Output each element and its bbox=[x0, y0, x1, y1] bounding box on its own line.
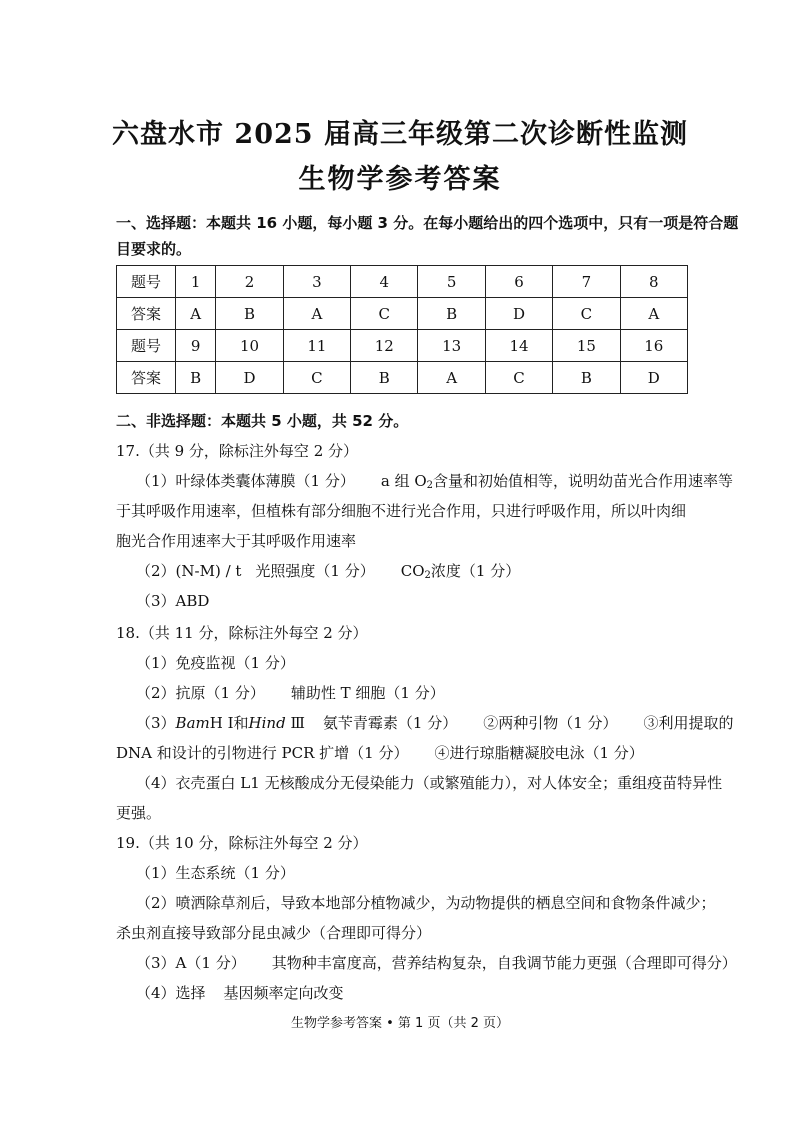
table-cell: C bbox=[351, 298, 418, 330]
q18-p3-c: ②两种引物（1 分） bbox=[483, 714, 618, 732]
q18-part4-line2: 更强。 bbox=[116, 804, 162, 822]
table-cell: A bbox=[620, 298, 687, 330]
q17-p2-d: 浓度（1 分） bbox=[430, 562, 521, 580]
table-cell: 题号 bbox=[117, 330, 176, 362]
table-row bbox=[117, 362, 688, 394]
answer-table bbox=[116, 265, 688, 394]
q18-p3-line2-b: ④进行琼脂糖凝胶电泳（1 分） bbox=[434, 744, 644, 762]
q18-header: 18.（共 11 分，除标注外每空 2 分） bbox=[116, 624, 368, 642]
table-row bbox=[117, 330, 688, 362]
q19-part3 bbox=[136, 952, 737, 973]
q17-part1-line3: 胞光合作用速率大于其呼吸作用速率 bbox=[116, 532, 357, 550]
table-cell: 16 bbox=[620, 330, 687, 362]
table-cell: 题号 bbox=[117, 266, 176, 298]
table-cell: 6 bbox=[485, 266, 552, 298]
table-cell: 9 bbox=[176, 330, 216, 362]
q18-p3-bam: Bam bbox=[175, 714, 210, 732]
q17-p1-sub: 2 bbox=[426, 480, 434, 491]
q19-part2-line2: 杀虫剂直接导致部分昆虫减少（合理即可得分） bbox=[116, 924, 432, 942]
q17-p2-sub: 2 bbox=[424, 570, 431, 581]
q19-part4 bbox=[136, 982, 344, 1003]
q18-p3-hind-rest: Ⅲ bbox=[285, 714, 305, 732]
table-cell: A bbox=[283, 298, 350, 330]
q17-part3: （3）ABD bbox=[136, 592, 210, 610]
q17-p2-b: 光照强度（1 分） bbox=[255, 562, 375, 580]
q17-part1 bbox=[136, 470, 733, 491]
table-cell: 10 bbox=[216, 330, 283, 362]
table-cell: 8 bbox=[620, 266, 687, 298]
q18-p3-d: ③利用提取的 bbox=[643, 714, 734, 732]
table-cell: B bbox=[553, 362, 620, 394]
q17-header: 17.（共 9 分，除标注外每空 2 分） bbox=[116, 442, 359, 460]
section1-heading-cont: 目要求的。 bbox=[116, 240, 192, 258]
table-cell: B bbox=[176, 362, 216, 394]
q17-p1-c: 含量和初始值相等，说明幼苗光合作用速率等 bbox=[433, 472, 734, 490]
q17-p2-c: CO bbox=[400, 562, 425, 580]
section1-heading: 一、选择题：本题共 16 小题，每小题 3 分。在每小题给出的四个选项中，只有一项是符合题 bbox=[116, 214, 739, 232]
table-cell: 12 bbox=[351, 330, 418, 362]
table-cell: 11 bbox=[283, 330, 350, 362]
q19-header: 19.（共 10 分，除标注外每空 2 分） bbox=[116, 834, 368, 852]
q18-part1: （1）免疫监视（1 分） bbox=[136, 654, 295, 672]
table-cell: 15 bbox=[553, 330, 620, 362]
table-cell: C bbox=[485, 362, 552, 394]
table-cell: A bbox=[176, 298, 216, 330]
q18-p3-prefix: （3） bbox=[136, 714, 176, 732]
table-cell: 1 bbox=[176, 266, 216, 298]
q18-part3 bbox=[136, 712, 734, 733]
q18-p3-line2-a: DNA 和设计的引物进行 PCR 扩增（1 分） bbox=[116, 744, 409, 762]
q17-p1-a: （1）叶绿体类囊体薄膜（1 分） bbox=[136, 472, 355, 490]
page-footer: 生物学参考答案 • 第 1 页（共 2 页） bbox=[290, 1016, 509, 1031]
q19-p3-b: 其物种丰富度高，营养结构复杂，自我调节能力更强（合理即可得分） bbox=[271, 954, 737, 972]
q18-part2 bbox=[136, 682, 445, 703]
q18-p2-a: （2）抗原（1 分） bbox=[136, 684, 265, 702]
document-title: 六盘水市 2025 届高三年级第二次诊断性监测 bbox=[112, 119, 688, 150]
q19-part1: （1）生态系统（1 分） bbox=[136, 864, 295, 882]
section2-heading: 二、非选择题：本题共 5 小题，共 52 分。 bbox=[116, 412, 409, 430]
q18-p3-b: 氨苄青霉素（1 分） bbox=[322, 714, 458, 732]
q17-part1-line2: 于其呼吸作用速率，但植株有部分细胞不进行光合作用，只进行呼吸作用，所以叶肉细 bbox=[116, 502, 687, 520]
table-cell: 答案 bbox=[117, 362, 176, 394]
q17-p2-a: （2）(N-M) / t bbox=[136, 562, 242, 580]
table-cell: 2 bbox=[216, 266, 283, 298]
table-cell: D bbox=[485, 298, 552, 330]
table-cell: B bbox=[351, 362, 418, 394]
table-cell: C bbox=[553, 298, 620, 330]
table-cell: A bbox=[418, 362, 485, 394]
q19-p4-a: （4）选择 bbox=[136, 984, 206, 1002]
table-cell: 3 bbox=[283, 266, 350, 298]
table-cell: D bbox=[620, 362, 687, 394]
q18-p3-hind: Hind bbox=[248, 714, 286, 732]
document-subtitle: 生物学参考答案 bbox=[298, 164, 502, 195]
table-row bbox=[117, 266, 688, 298]
table-cell: 4 bbox=[351, 266, 418, 298]
table-cell: 5 bbox=[418, 266, 485, 298]
table-cell: 答案 bbox=[117, 298, 176, 330]
table-cell: D bbox=[216, 362, 283, 394]
q19-p3-a: （3）A（1 分） bbox=[136, 954, 246, 972]
table-cell: C bbox=[283, 362, 350, 394]
q19-p4-b: 基因频率定向改变 bbox=[223, 984, 344, 1002]
table-cell: B bbox=[418, 298, 485, 330]
q17-part2 bbox=[136, 560, 520, 581]
q18-part3-line2 bbox=[116, 742, 644, 763]
table-row bbox=[117, 298, 688, 330]
q18-p3-bam-rest: H Ⅰ和 bbox=[209, 714, 249, 732]
table-cell: 14 bbox=[485, 330, 552, 362]
table-cell: 7 bbox=[553, 266, 620, 298]
q18-p2-b: 辅助性 T 细胞（1 分） bbox=[290, 684, 445, 702]
q18-part4: （4）衣壳蛋白 L1 无核酸成分无侵染能力（或繁殖能力），对人体安全；重组疫苗特异性 bbox=[136, 774, 723, 792]
q19-part2: （2）喷洒除草剂后，导致本地部分植物减少，为动物提供的栖息空间和食物条件减少； bbox=[136, 894, 716, 912]
table-cell: B bbox=[216, 298, 283, 330]
table-cell: 13 bbox=[418, 330, 485, 362]
q17-p1-b: a 组 O bbox=[380, 472, 427, 490]
